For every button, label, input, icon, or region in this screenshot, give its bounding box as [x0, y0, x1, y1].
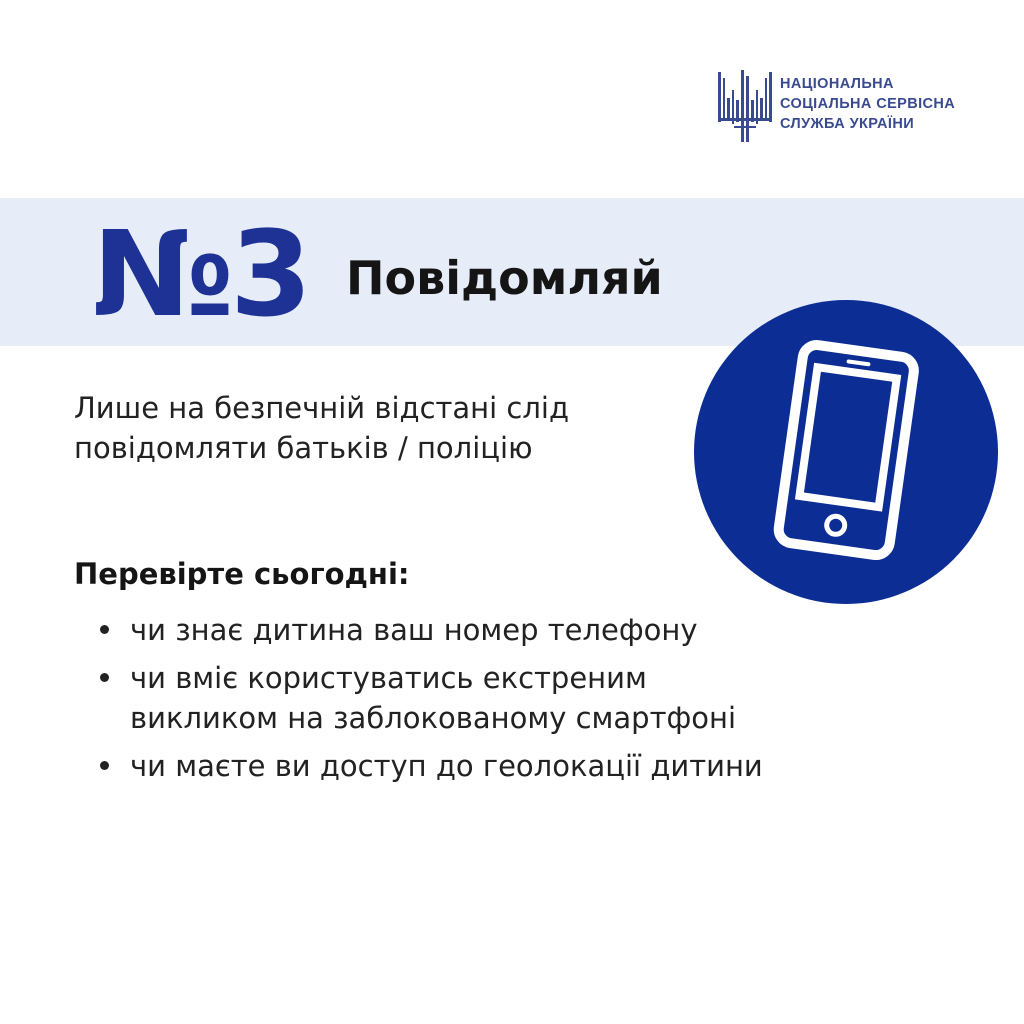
list-item-text: чи знає дитина ваш номер телефону	[130, 613, 698, 647]
intro-text	[74, 388, 714, 468]
intro-line: Лише на безпечній відстані слід	[74, 391, 569, 425]
list-item	[100, 610, 1000, 650]
smartphone-icon	[694, 300, 998, 604]
phone-illustration	[694, 300, 998, 604]
checklist-title: Перевірте сьогодні:	[74, 557, 410, 591]
logo-line: НАЦІОНАЛЬНА	[780, 76, 894, 92]
trident-emblem-icon	[716, 70, 774, 142]
bullet-icon	[100, 761, 109, 770]
intro-line: повідомляти батьків / поліцію	[74, 431, 533, 465]
list-item-text: чи вміє користуватись екстреним	[130, 661, 647, 695]
list-item	[100, 658, 1000, 738]
logo-line: СОЦІАЛЬНА СЕРВІСНА	[780, 96, 956, 112]
logo-line: СЛУЖБА УКРАЇНИ	[780, 116, 915, 132]
bullet-icon	[100, 673, 109, 682]
list-item	[100, 746, 1000, 786]
list-item-text: викликом на заблокованому смартфоні	[130, 701, 737, 735]
page-title: Повідомляй	[346, 251, 663, 305]
logo-text	[780, 74, 955, 134]
step-number: №3	[92, 205, 309, 343]
checklist	[100, 610, 1000, 794]
list-item-text: чи маєте ви доступ до геолокації дитини	[130, 749, 763, 783]
nssu-logo	[716, 70, 996, 142]
bullet-icon	[100, 625, 109, 634]
